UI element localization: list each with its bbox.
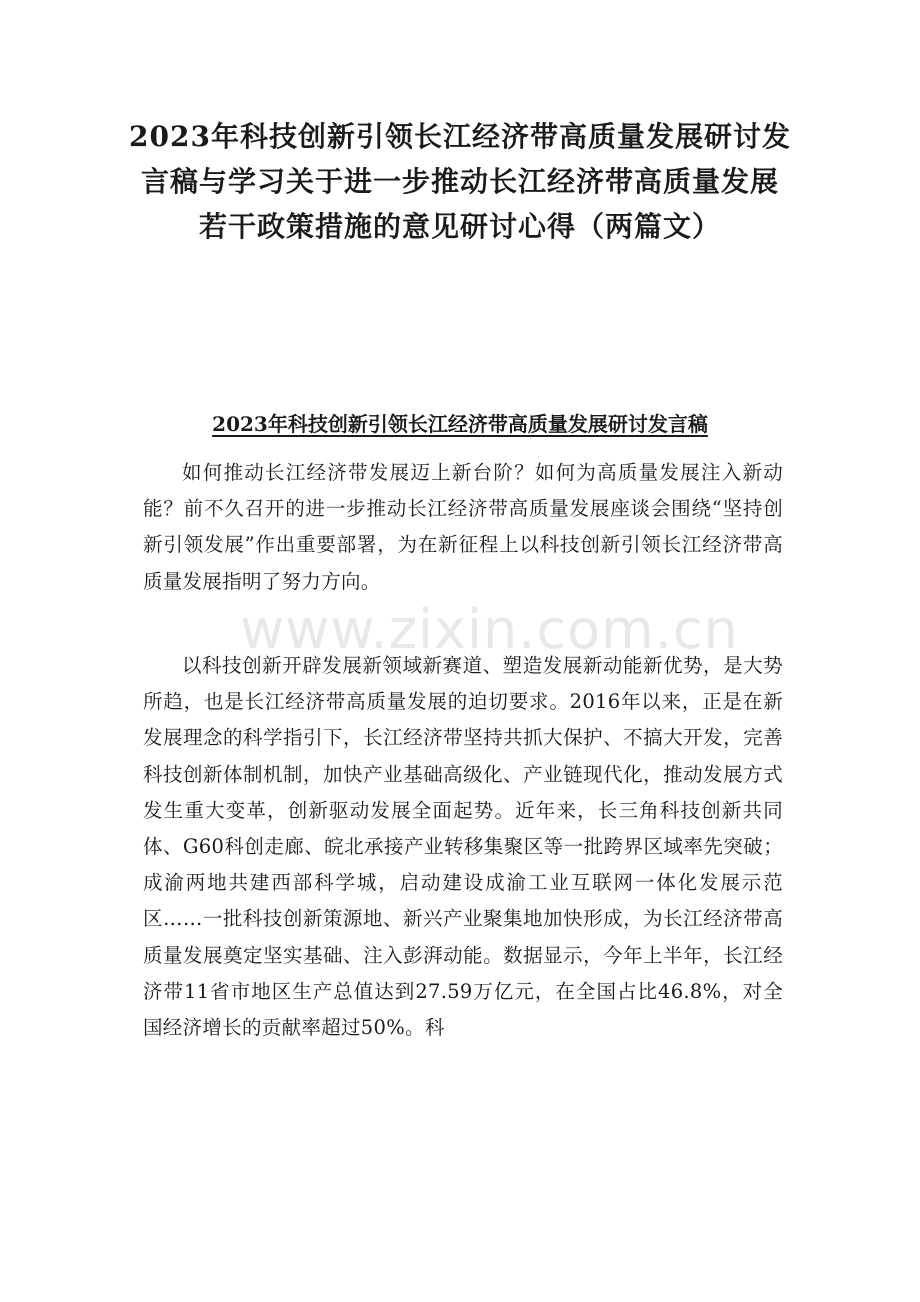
document-title bbox=[110, 114, 810, 249]
title-line-1: 2023年科技创新引领长江经济带高质量发展研讨发 bbox=[129, 120, 791, 153]
section-heading: 2023年科技创新引领长江经济带高质量发展研讨发言稿 bbox=[212, 412, 708, 436]
watermark: www.zixin.com.cn bbox=[240, 598, 739, 661]
paragraph-1: 如何推动长江经济带发展迈上新台阶？如何为高质量发展注入新动能？前不久召开的进一步推动长江经济带高质量发展座谈会围绕“坚持创新引领发展”作出重要部署，为在新征程上以科技创新引领长江经济带高质量发展指明了努力方向。 bbox=[143, 461, 783, 593]
title-line-2: 言稿与学习关于进一步推动长江经济带高质量发展 bbox=[140, 165, 779, 198]
title-line-3: 若干政策措施的意见研讨心得（两篇文） bbox=[198, 210, 721, 243]
paragraph-2: 以科技创新开辟发展新领域新赛道、塑造发展新动能新优势，是大势所趋，也是长江经济带高质量发展的迫切要求。2016年以来，正是在新发展理念的科学指引下，长江经济带坚持共抓大保护、不搞大开发，完善科技创新体制机制，加快产业基础高级化、产业链现代化，推动发展方式发生重大变革，创新驱动发展全面起势。近年来，长三角科技创新共同体、G60科创走廊、皖北承接产业转移集聚区等一批跨界区域率先突破；成渝两地共建西部科学城，启动建设成渝工业互联网一体化发展示范区……一批科技创新策源地、新兴产业聚集地加快形成，为长江经济带高质量发展奠定坚实基础、注入彭湃动能。数据显示，今年上半年，长江经济带11省市地区生产总值达到27.59万亿元，在全国占比46.8%，对全国经济增长的贡献率超过50%。科 bbox=[143, 654, 783, 1040]
